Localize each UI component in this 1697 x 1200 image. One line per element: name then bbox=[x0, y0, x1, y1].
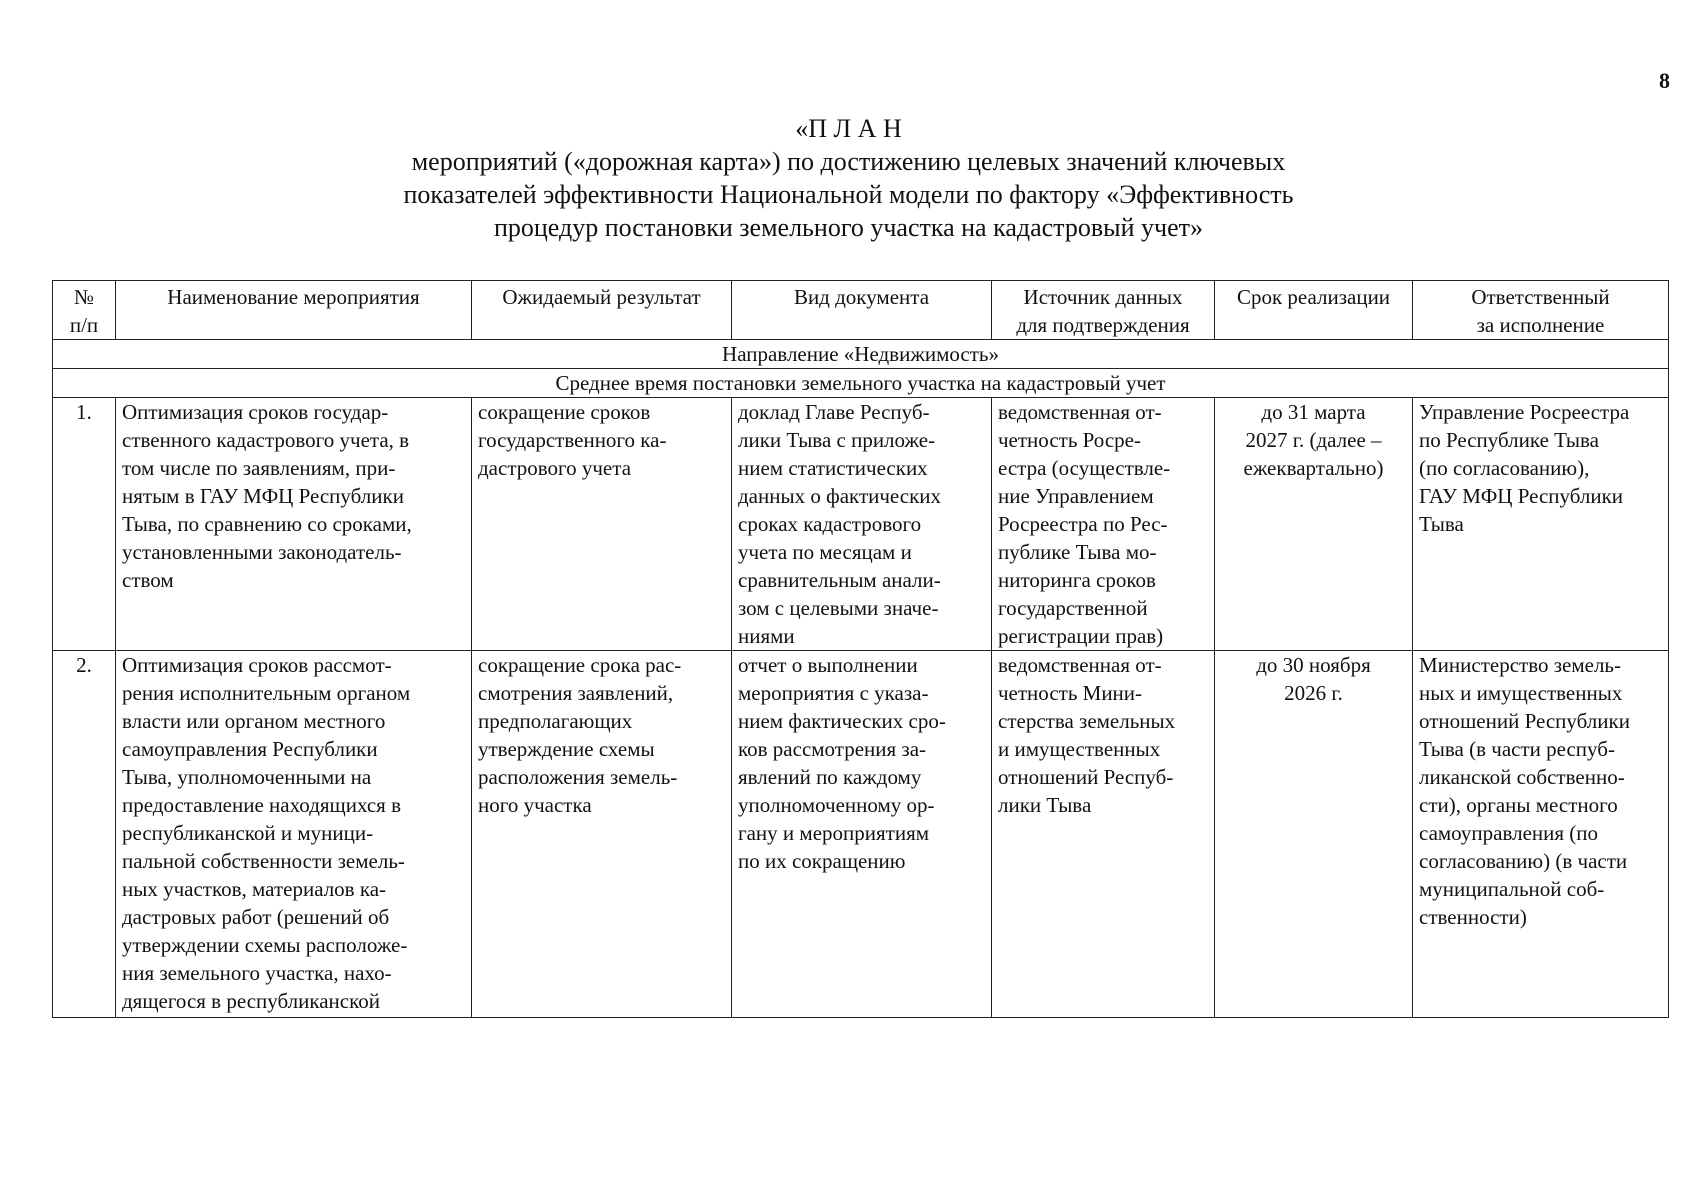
page-number: 8 bbox=[1659, 68, 1670, 93]
header-data-source: Источник данных для подтверждения bbox=[992, 281, 1215, 340]
header-deadline: Срок реализации bbox=[1215, 281, 1413, 340]
row-responsible: Министерство земель- ных и имущественных отношений Республики Тыва (в части респуб- ликанской собственно- сти), органы местного самоуправления (по согласованию) (в части муниципальной соб- ственности) bbox=[1413, 651, 1669, 1018]
header-expected-result: Ожидаемый результат bbox=[472, 281, 732, 340]
section-direction-row bbox=[53, 340, 1669, 369]
row-document-type: отчет о выполнении мероприятия с указа- нием фактических сро- ков рассмотрения за- явлений по каждому уполномоченному ор- гану и мероприятиям по их сокращению bbox=[732, 651, 992, 1018]
row-deadline: до 30 ноября 2026 г. bbox=[1215, 651, 1413, 1018]
title-line-4: процедур постановки земельного участка на кадастровый учет» bbox=[493, 213, 1204, 242]
table-header-row bbox=[53, 281, 1669, 340]
section-indicator: Среднее время постановки земельного участка на кадастровый учет bbox=[53, 369, 1669, 398]
title-line-2: мероприятий («дорожная карта») по достижению целевых значений ключевых bbox=[411, 147, 1286, 176]
row-event-name: Оптимизация сроков государ- ственного кадастрового учета, в том числе по заявлениям, при- нятым в ГАУ МФЦ Республики Тыва, по сравнению со сроками, установленными законодатель- ством bbox=[116, 398, 472, 651]
row-number: 2. bbox=[53, 651, 116, 1018]
section-indicator-row bbox=[53, 369, 1669, 398]
header-event-name: Наименование мероприятия bbox=[116, 281, 472, 340]
table-row bbox=[53, 651, 1669, 1018]
row-deadline: до 31 марта 2027 г. (далее – ежеквартально) bbox=[1215, 398, 1413, 651]
row-document-type: доклад Главе Респуб- лики Тыва с приложе- нием статистических данных о фактических сроках кадастрового учета по месяцам и сравнительным анали- зом с целевыми значе- ниями bbox=[732, 398, 992, 651]
header-responsible: Ответственный за исполнение bbox=[1413, 281, 1669, 340]
table-row bbox=[53, 398, 1669, 651]
row-number: 1. bbox=[53, 398, 116, 651]
header-document-type: Вид документа bbox=[732, 281, 992, 340]
row-expected-result: сокращение сроков государственного ка- дастрового учета bbox=[472, 398, 732, 651]
header-number: № п/п bbox=[53, 281, 116, 340]
row-expected-result: сокращение срока рас- смотрения заявлений, предполагающих утверждение схемы расположения земель- ного участка bbox=[472, 651, 732, 1018]
row-responsible: Управление Росреестра по Республике Тыва (по согласованию), ГАУ МФЦ Республики Тыва bbox=[1413, 398, 1669, 651]
title-line-1: «П Л А Н bbox=[795, 114, 902, 143]
row-event-name: Оптимизация сроков рассмот- рения исполнительным органом власти или органом местного самоуправления Республики Тыва, уполномоченными на предоставление находящихся в республиканской и муници- пальной собственности земель- ных участков, материалов ка- дастровых работ (решений об утверждении схемы расположе- ния земельного участка, нахо- дящегося в республиканской bbox=[116, 651, 472, 1018]
row-data-source: ведомственная от- четность Росре- естра (осуществле- ние Управлением Росреестра по Рес- публике Тыва мо- ниторинга сроков государственной регистрации прав) bbox=[992, 398, 1215, 651]
document-title bbox=[0, 112, 1697, 244]
title-line-3: показателей эффективности Национальной модели по фактору «Эффективность bbox=[403, 180, 1294, 209]
plan-table bbox=[52, 280, 1669, 1018]
row-data-source: ведомственная от- четность Мини- стерства земельных и имущественных отношений Респуб- лики Тыва bbox=[992, 651, 1215, 1018]
section-direction: Направление «Недвижимость» bbox=[53, 340, 1669, 369]
